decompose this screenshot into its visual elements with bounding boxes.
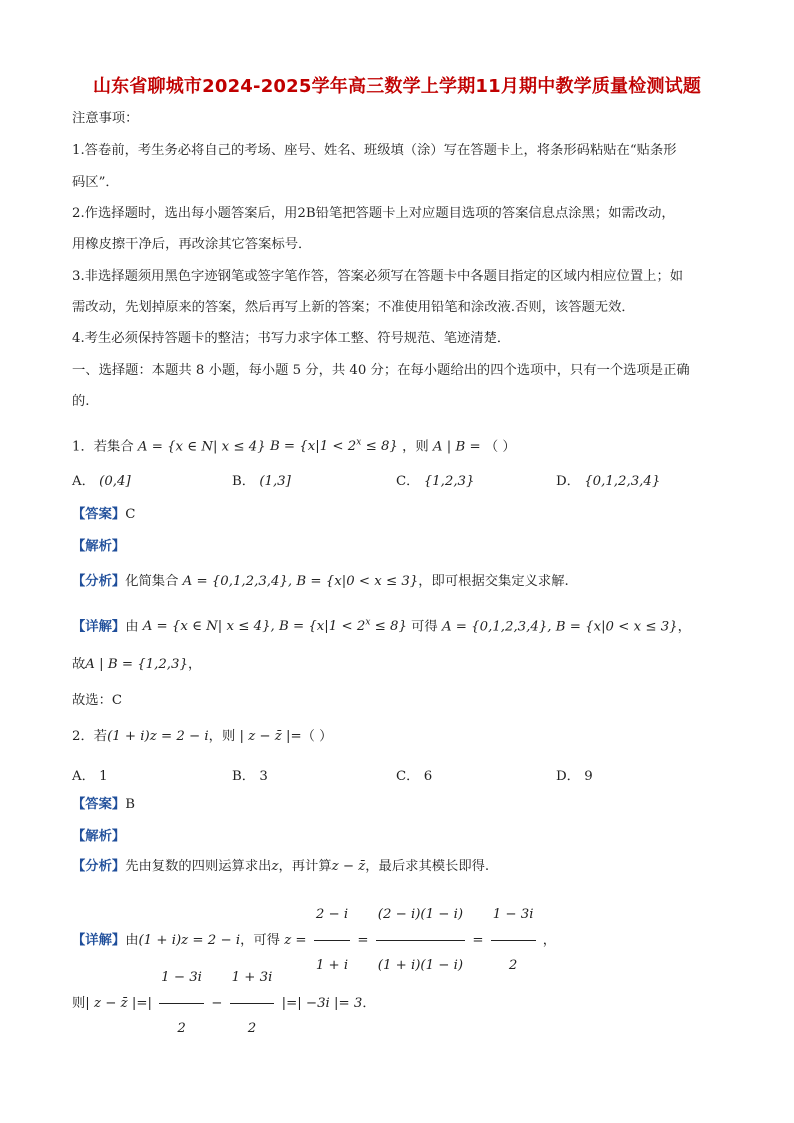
note-3-line1: 3.非选择题须用黑色字迹钢笔或签字笔作答，答案必须写在答题卡中各题目指定的区域内相应位置上；如 bbox=[72, 269, 684, 284]
question-1-stem bbox=[72, 434, 732, 456]
q2-xiangjie: 【详解】由(1 + i)z = 2 − i，可得 z = $\frac{2 - i}{1 + i}$ = $\frac{(2 - i)(1 - i)}{(1 + i)(1 - i)}$ = $\frac{1 - 3i}{2}$ ， bbox=[72, 892, 732, 938]
q1-option-c: C． {1,2,3} bbox=[396, 474, 475, 489]
q2-result: 则| z − z̄ |=| $\frac{1 - 3i}{2}$ − $\frac{1 + 3i}{2}$ |=| −3i |= 3． bbox=[72, 955, 732, 1001]
q2-option-a: A． 1 bbox=[72, 769, 108, 784]
q2-fraction-3: $\frac{1 - 3i}{2}$ bbox=[491, 892, 536, 989]
q2-analysis-tag: 【解析】 bbox=[72, 829, 126, 844]
q1-option-a: A． (0,4] bbox=[72, 474, 131, 489]
q2-fraction-2: $\frac{(2 - i)(1 - i)}{(1 + i)(1 - i)}$ bbox=[376, 892, 465, 989]
q1-conclusion: 故A | B = {1,2,3}， bbox=[72, 657, 202, 672]
note-1-line1: 1.答卷前，考生务必将自己的考场、座号、姓名、班级填（涂）写在答题卡上，将条形码粘贴在“贴条形 bbox=[72, 143, 677, 158]
q1-xiangjie: 【详解】由 A = {x ∈ N| x ≤ 4}, $B = \{x|1 < 2^x \le 8\}$ 可得 A = {0,1,2,3,4}, B = {x|0 < x ≤ 3}， bbox=[72, 618, 691, 635]
note-1-line2: 码区”． bbox=[72, 175, 119, 190]
q1-then: ，则 bbox=[402, 439, 429, 455]
q2-answer: 【答案】B bbox=[72, 797, 135, 812]
q2-option-d: D． 9 bbox=[556, 769, 593, 784]
section-heading-line2: 的. bbox=[72, 394, 90, 409]
section-heading-line1: 一、选择题：本题共 8 小题，每小题 5 分，共 40 分；在每小题给出的四个选项中，只有一个选项是正确 bbox=[72, 363, 690, 378]
q1-analysis-tag: 【解析】 bbox=[72, 539, 126, 554]
q1-option-b: B． (1,3] bbox=[232, 474, 291, 489]
q2-result-fraction-1: $\frac{1 - 3i}{2}$ bbox=[159, 955, 204, 1052]
q1-fenxi: 【分析】化简集合 A = {0,1,2,3,4}, B = {x|0 < x ≤ 3}，即可根据交集定义求解. bbox=[72, 574, 569, 589]
note-2-line2: 用橡皮擦干净后，再改涂其它答案标号． bbox=[72, 237, 312, 252]
note-4: 4.考生必须保持答题卡的整洁；书写力求字体工整、符号规范、笔迹清楚． bbox=[72, 331, 511, 346]
q1-choice: 故选：C bbox=[72, 693, 123, 708]
q1-set-a: A = {x ∈ N| x ≤ 4} bbox=[137, 439, 266, 455]
q1-option-d: D． {0,1,2,3,4} bbox=[556, 474, 661, 489]
q2-result-fraction-2: $\frac{1 + 3i}{2}$ bbox=[230, 955, 275, 1052]
q2-option-b: B． 3 bbox=[232, 769, 268, 784]
notes-heading: 注意事项： bbox=[72, 111, 139, 126]
note-3-line2: 需改动，先划掉原来的答案，然后再写上新的答案；不准使用铅笔和涂改液.否则，该答题无效． bbox=[72, 300, 635, 315]
page-title: 山东省聊城市2024-2025学年高三数学上学期11月期中教学质量检测试题 bbox=[92, 76, 702, 97]
q2-fraction-1: $\frac{2 - i}{1 + i}$ bbox=[314, 892, 350, 989]
q1-expr: A | B = bbox=[432, 439, 481, 455]
q2-fenxi: 【分析】先由复数的四则运算求出z，再计算z − z̄，最后求其模长即得. bbox=[72, 859, 490, 874]
q1-prefix: 1．若集合 bbox=[72, 439, 134, 455]
note-2-line1: 2.作选择题时，选出每小题答案后，用2B铅笔把答题卡上对应题目选项的答案信息点涂黑；如需改动， bbox=[72, 206, 675, 221]
q1-set-b: $B = \{x|1 < 2^x \le 8\}$ bbox=[269, 438, 398, 455]
q2-option-c: C． 6 bbox=[396, 769, 433, 784]
q1-paren: （ ） bbox=[484, 439, 516, 455]
question-2-stem: 2．若(1 + i)z = 2 − i，则 | z − z̄ |=（ ） bbox=[72, 729, 333, 744]
q1-answer: 【答案】C bbox=[72, 507, 136, 522]
